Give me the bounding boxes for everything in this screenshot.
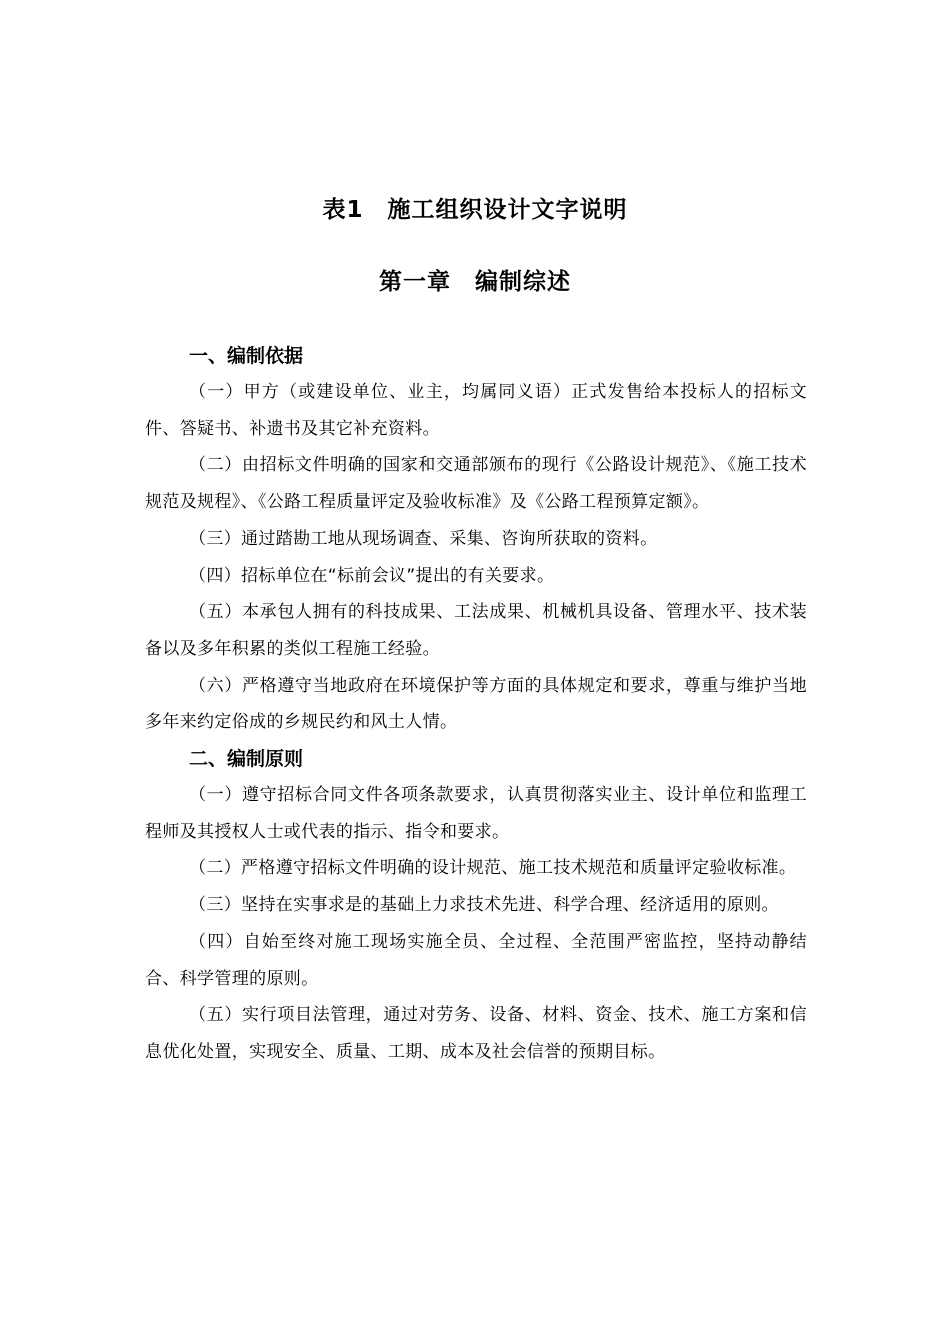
paragraph: （一）甲方（或建设单位、业主，均属同义语）正式发售给本投标人的招标文件、答疑书、补遗书及其它补充资料。 xyxy=(145,382,807,439)
paragraph: （二）严格遵守招标文件明确的设计规范、施工技术规范和质量评定验收标准。 xyxy=(189,858,797,879)
paragraph: （一）遵守招标合同文件各项条款要求，认真贯彻落实业主、设计单位和监理工程师及其授权人士或代表的指示、指令和要求。 xyxy=(145,785,807,842)
document-body xyxy=(145,338,807,1071)
paragraph: （三）坚持在实事求是的基础上力求技术先进、科学合理、经济适用的原则。 xyxy=(189,895,779,916)
paragraph: （三）通过踏勘工地从现场调查、采集、咨询所获取的资料。 xyxy=(189,528,658,549)
document-title: 表1 施工组织设计文字说明 xyxy=(322,197,628,223)
paragraph: （四）招标单位在“标前会议”提出的有关要求。 xyxy=(189,565,555,586)
paragraph: （四）自始至终对施工现场实施全员、全过程、全范围严密监控，坚持动静结合、科学管理的原则。 xyxy=(145,931,807,989)
paragraph: （六）严格遵守当地政府在环境保护等方面的具体规定和要求，尊重与维护当地多年来约定俗成的乡规民约和风土人情。 xyxy=(145,675,807,733)
paragraph: （二）由招标文件明确的国家和交通部颁布的现行《公路设计规范》、《施工技术规范及规程》、《公路工程质量评定及验收标准》及《公路工程预算定额》。 xyxy=(145,455,807,513)
chapter-title: 第一章 编制综述 xyxy=(379,269,571,295)
paragraph: （五）实行项目法管理，通过对劳务、设备、材料、资金、技术、施工方案和信息优化处置，实现安全、质量、工期、成本及社会信誉的预期目标。 xyxy=(145,1005,807,1062)
paragraph: （五）本承包人拥有的科技成果、工法成果、机械机具设备、管理水平、技术装备以及多年积累的类似工程施工经验。 xyxy=(145,602,807,659)
section-heading-basis: 一、编制依据 xyxy=(189,345,304,367)
section-heading-principles: 二、编制原则 xyxy=(189,748,304,771)
